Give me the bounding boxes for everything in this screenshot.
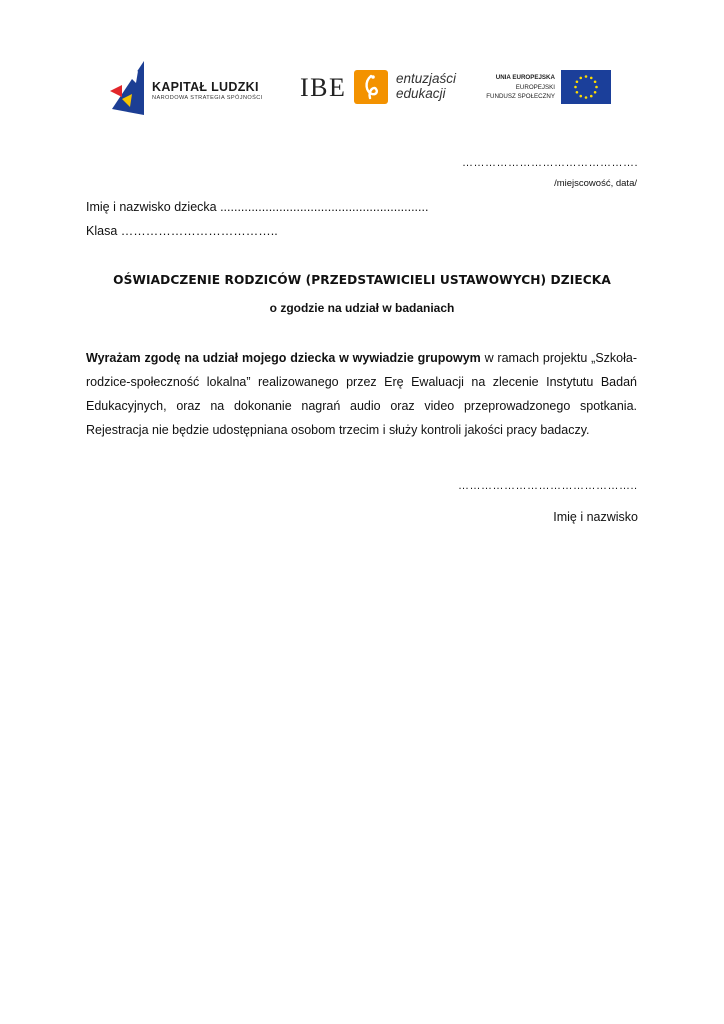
- eu-star: [595, 86, 598, 89]
- consent-paragraph: [86, 346, 637, 442]
- ibe-tagline-line2: edukacji: [396, 86, 446, 101]
- signature-label: Imię i nazwisko: [553, 510, 638, 524]
- eu-flag-icon: [561, 70, 611, 104]
- document-subtitle: o zgodzie na udział w badaniach: [269, 301, 455, 315]
- class-field: Klasa ………………………………..: [86, 224, 278, 238]
- eu-star: [574, 86, 577, 89]
- kl-red-star: [110, 85, 122, 97]
- ibe-tagline-line1: entuzjaści: [396, 71, 457, 86]
- eu-star: [590, 77, 593, 80]
- signature-dots: ………………………………………..: [458, 480, 638, 492]
- eu-star: [594, 80, 597, 83]
- eu-star: [576, 91, 579, 94]
- eu-star: [594, 91, 597, 94]
- eu-label-line3: FUNDUSZ SPOŁECZNY: [486, 93, 555, 100]
- kapital-ludzki-subtitle: NARODOWA STRATEGIA SPÓJNOŚCI: [152, 95, 263, 101]
- place-date-dots: ……………………………………….: [462, 157, 639, 169]
- kapital-ludzki-title: KAPITAŁ LUDZKI: [152, 80, 259, 94]
- eu-star: [585, 96, 588, 99]
- place-date-label: /miejscowość, data/: [554, 178, 637, 189]
- ibe-logo-text: IBE: [300, 73, 347, 102]
- ibe-emblem-icon: [354, 70, 388, 104]
- eu-star: [576, 80, 579, 83]
- consent-bold-text: Wyrażam zgodę na udział mojego dziecka w wywiadzie grupowym: [86, 351, 481, 365]
- eu-label-line1: UNIA EUROPEJSKA: [495, 74, 555, 81]
- eu-star: [579, 95, 582, 98]
- eu-star: [579, 77, 582, 80]
- eu-star: [585, 75, 588, 78]
- child-name-field: Imię i nazwisko dziecka ............................................................: [86, 200, 429, 214]
- document-title: OŚWIADCZENIE RODZICÓW (PRZEDSTAWICIELI USTAWOWYCH) DZIECKA: [113, 273, 611, 287]
- consent-body-text: w ramach projektu „Szkoła-rodzice-społeczność lokalna” realizowanego przez Erę Ewaluacji na zlecenie Instytutu Badań Edukacyjnych, oraz na dokonanie nagrań audio oraz video przeprowadzonego spotkania. Rejestracja nie będzie udostępniana osobom trzecim i służy kontroli jakości pracy badaczy.: [86, 351, 637, 437]
- eu-label-line2: EUROPEJSKI: [515, 84, 555, 91]
- eu-star: [590, 95, 593, 98]
